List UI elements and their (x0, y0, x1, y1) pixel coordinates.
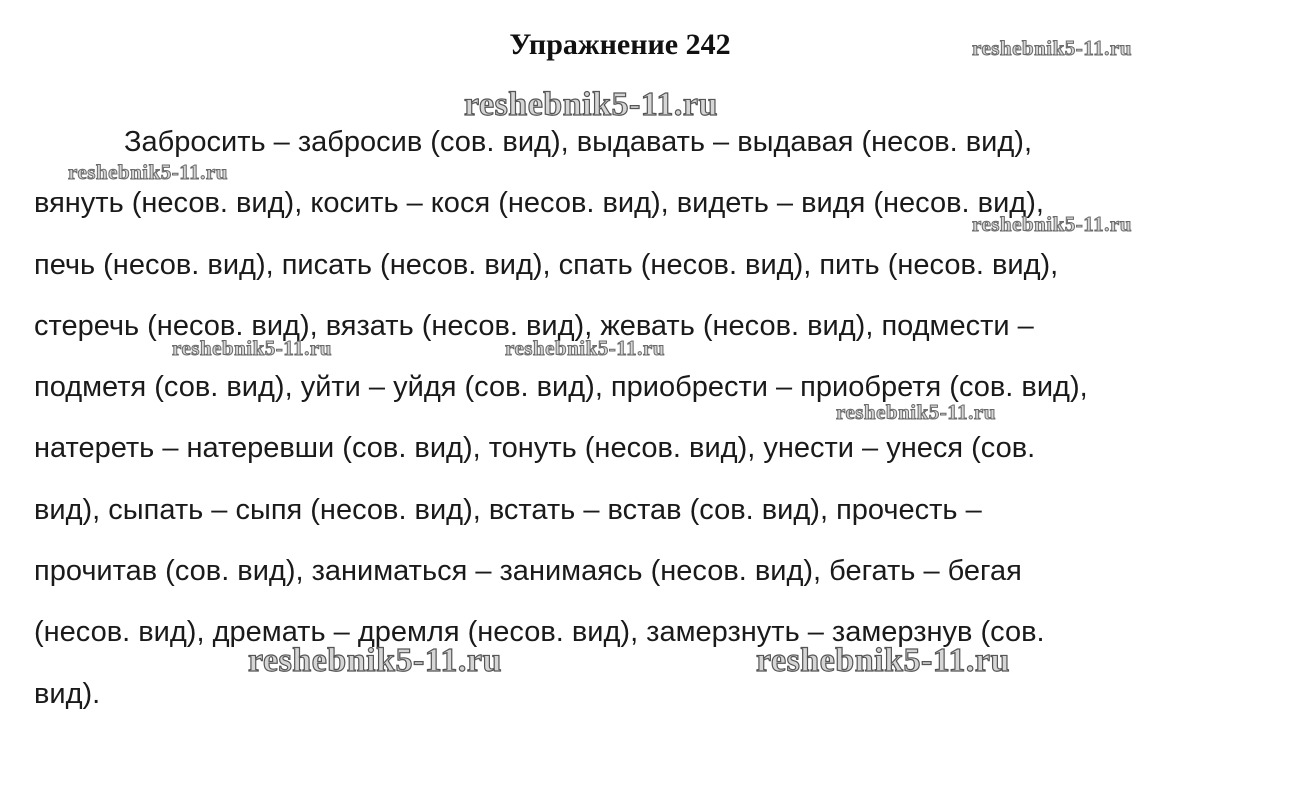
text-line: Забросить – забросив (сов. вид), выдавать – выдавая (несов. вид), (124, 126, 1033, 158)
text-line: натереть – натеревши (сов. вид), тонуть (несов. вид), унести – унеся (сов. (34, 432, 1036, 465)
text-line: стеречь (несов. вид), вязать (несов. вид), жевать (несов. вид), подмести – (34, 309, 1034, 342)
text-line: печь (несов. вид), писать (несов. вид), спать (несов. вид), пить (несов. вид), (34, 248, 1059, 281)
exercise-title: Упражнение 242 (509, 28, 731, 61)
watermark: reshebnik5-11.ru (505, 336, 665, 360)
text-line: прочитав (сов. вид), заниматься – занимаясь (несов. вид), бегать – бегая (34, 555, 1022, 588)
text-line: (несов. вид), дремать – дремля (несов. вид), замерзнуть – замерзнув (сов. (34, 616, 1045, 649)
watermark: reshebnik5-11.ru (172, 336, 332, 360)
text-line: подметя (сов. вид), уйти – уйдя (сов. вид), приобрести – приобретя (сов. вид), (34, 371, 1088, 404)
exercise-text (34, 112, 1234, 725)
watermark: reshebnik5-11.ru (756, 642, 1010, 679)
text-line: вид). (34, 677, 101, 710)
watermark: reshebnik5-11.ru (68, 160, 228, 184)
text-line: вид), сыпать – сыпя (несов. вид), встать – встав (сов. вид), прочесть – (34, 493, 982, 526)
watermark: reshebnik5-11.ru (836, 400, 996, 424)
watermark: reshebnik5-11.ru (464, 86, 718, 123)
watermark: reshebnik5-11.ru (248, 642, 502, 679)
watermark: reshebnik5-11.ru (972, 212, 1132, 236)
watermark: reshebnik5-11.ru (972, 36, 1132, 60)
text-line: вянуть (несов. вид), косить – кося (несов. вид), видеть – видя (несов. вид), (34, 187, 1044, 220)
